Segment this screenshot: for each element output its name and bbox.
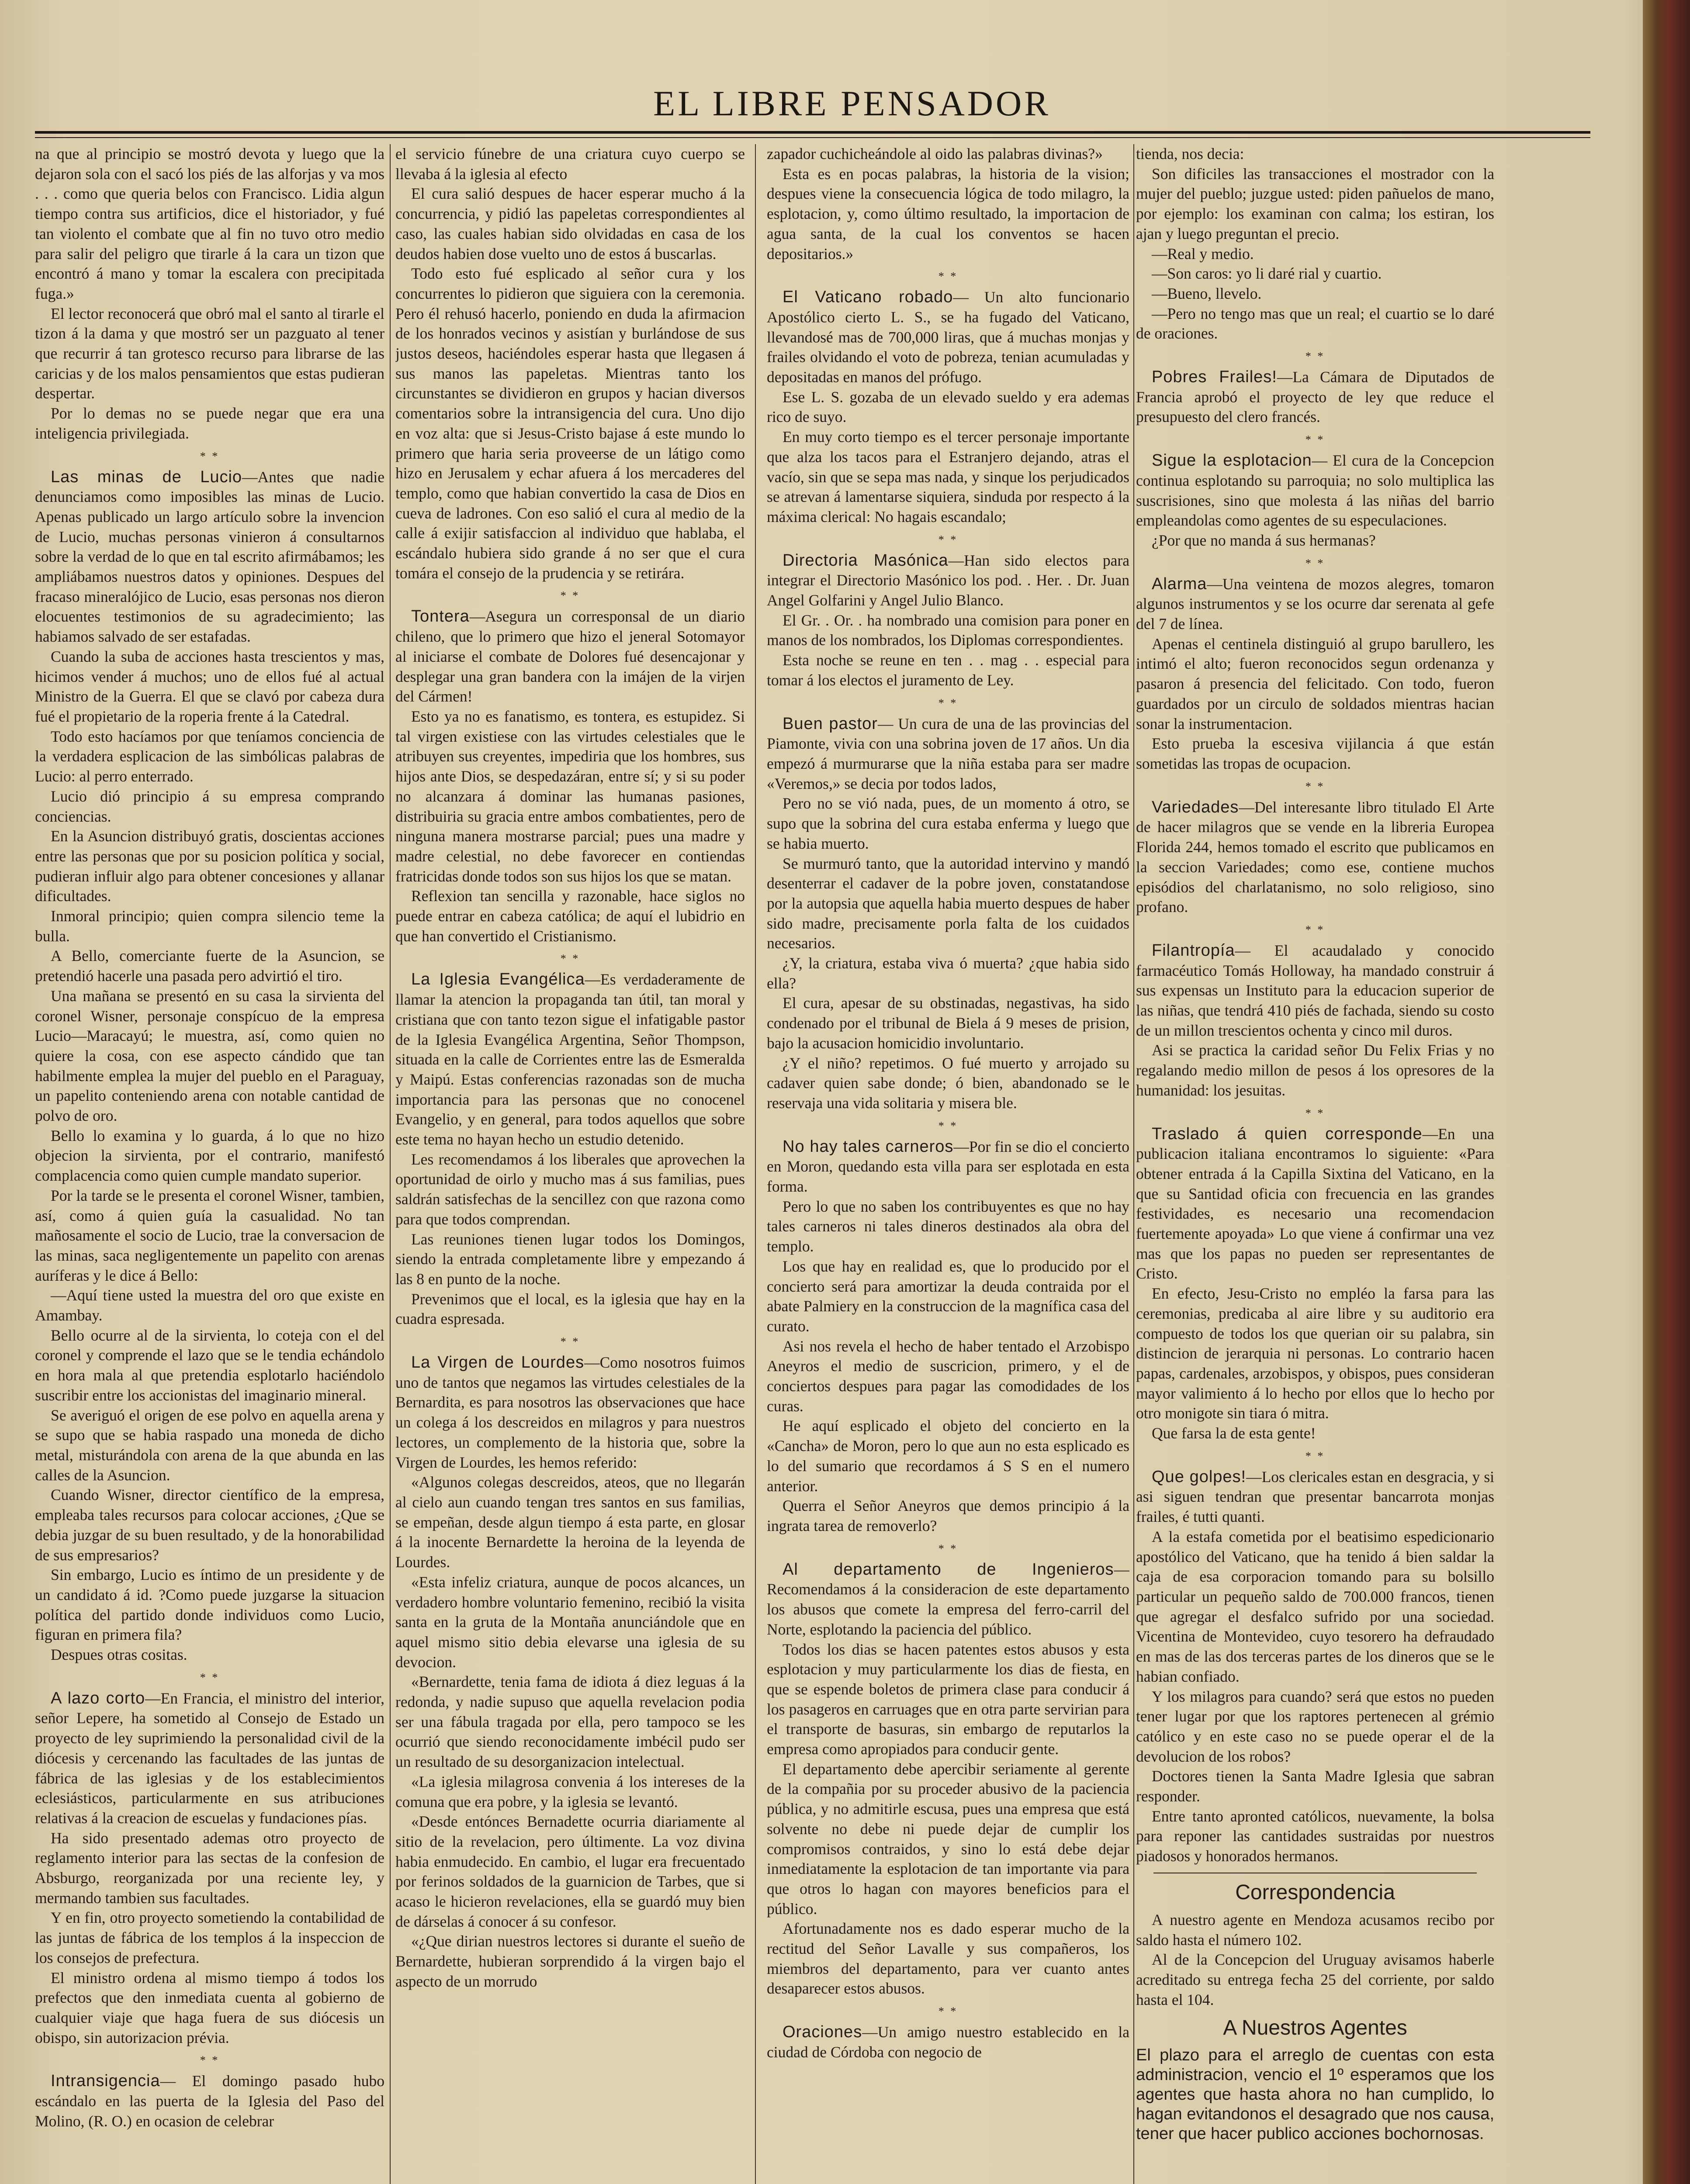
agentes-heading: A Nuestros Agentes <box>1223 2016 1407 2040</box>
correspondencia-heading: Correspondencia <box>1235 1880 1395 1904</box>
section-stars: * * <box>1305 556 1325 570</box>
article-paragraph: El cura, apesar de su obstinadas, negastivas, ha sido condenado por el tribunal de Biela á 9 meses de prision, bajo la acusacion homicidio involuntario. <box>767 994 1129 1052</box>
book-binding <box>1643 0 1690 2184</box>
article-paragraph: Entre tanto apronted católicos, nuevamente, la bolsa para reponer las cantidades sustraidas por nuestros piadosos y honorados hermanos. <box>1136 1807 1494 1865</box>
section-stars: * * <box>1305 1449 1325 1462</box>
article-title: Traslado á quien corresponde <box>1152 1124 1423 1143</box>
article-paragraph: Pero lo que no saben los contribuyentes es que no hay tales carneros ni tales dineros destinados ala obra del templo. <box>767 1197 1129 1255</box>
article-paragraph: Las minas de Lucio—Antes que nadie denunciamos como imposibles las minas de Lucio. Apenas publicado un largo artículo sobre la invencion de Lucio, muchas personas vinieron á consultarnos sobre la verdad de lo que en tal escrito afirmábamos; les ampliábamos nuestros datos y opiniones. Despues del fracaso mineralójico de Lucio, esas personas nos dieron elocuentes testimonios de su agradecimiento; las habiamos salvado de ser estafadas. <box>35 467 384 646</box>
article-paragraph: El lector reconocerá que obró mal el santo al tirarle el tizon á la dama y que mostró ser un pazguato al tener que recurrir á tan grotesco recurso para librarse de las caricias y de los malos pensamientos que estas pudieran despertar. <box>35 304 384 402</box>
article-paragraph: ¿Y, la criatura, estaba viva ó muerta? ¿que habia sido ella? <box>767 954 1129 992</box>
article-title: Filantropía <box>1152 941 1235 960</box>
article-paragraph: Directoria Masónica—Han sido electos para integrar el Directorio Masónico los pod. . Her. . Dr. Juan Angel Golfarini y Angel Julio Blanco. <box>767 551 1129 609</box>
article-paragraph: Se murmuró tanto, que la autoridad intervino y mandó desenterrar el cadaver de la pobre joven, constatandose por la autopsia que aquella habia muerto despues de haber sido madre, precisamente porla falta de los cuidados necesarios. <box>767 854 1129 952</box>
section-stars: * * <box>938 1542 958 1555</box>
article-paragraph: A Bello, comerciante fuerte de la Asuncion, se pretendió hacerle una pasada pero advirtió el tiro. <box>35 947 384 985</box>
article <box>35 2071 384 2131</box>
column-3 <box>767 144 1129 2184</box>
article-paragraph: Despues otras cositas. <box>51 1646 187 1664</box>
article <box>1136 367 1494 427</box>
article-paragraph: «La iglesia milagrosa convenia á los intereses de la comuna que era pobre, y la iglesia se levantó. <box>395 1773 745 1811</box>
article-paragraph: Que farsa la de esta gente! <box>1152 1424 1316 1442</box>
section-stars: * * <box>938 533 958 546</box>
article-title: No hay tales carneros <box>783 1137 954 1156</box>
article-paragraph: —Aquí tiene usted la muestra del oro que existe en Amambay. <box>35 1286 384 1324</box>
article-title: Pobres Frailes! <box>1152 368 1277 387</box>
masthead: EL LIBRE PENSADOR <box>653 83 1051 123</box>
article-title: A lazo corto <box>51 1689 145 1707</box>
article-paragraph: A lazo corto—En Francia, el ministro del interior, señor Lepere, ha sometido al Consejo de Estado un proyecto de ley suprimiendo la personalidad civil de la diócesis y cercenando las facultades de las juntas de fábrica de las iglesias y de los establecimientos eclesiásticos, particularmente en sus atribuciones relativas á la creacion de escuelas y fundaciones pías. <box>35 1689 384 1827</box>
article-title: Tontera <box>411 607 470 626</box>
article-paragraph: Traslado á quien corresponde—En una publicacion italiana encontramos lo siguiente: «Para obtener entrada á la Capilla Sixtina del Vaticano, en la que su Santidad oficia con frecuencia en las grandes festividades, es necesario una recomendacion fuertemente apoyada» Lo que viene á confirmar una vez mas que los papas no pueden ser representantes de Cristo. <box>1136 1124 1494 1282</box>
article-title: Sigue la esplotacion <box>1152 451 1312 470</box>
section-stars: * * <box>938 1119 958 1132</box>
article-title: Oraciones <box>783 2023 862 2042</box>
article <box>35 467 384 1665</box>
article-paragraph: En efecto, Jesu-Cristo no empléo la farsa para las ceremonias, predicaba al aire libre y su auditorio era compuesto de todos los que querian oir su palabra, sin distincion de jerarquia ni personas. Lo contrario hacen papas, cardenales, arzobispos, y obispos, pues consideran mayor valimiento á lo hecho por ellos que lo hecho por otro monigote sin tiara ó mitra. <box>1136 1285 1494 1422</box>
article-paragraph: Los que hay en realidad es, que lo producido por el concierto será para amortizar la deuda contraida por el abate Palmiery en la construccion de la magnífica casa del curato. <box>767 1257 1129 1335</box>
article-paragraph: En la Asuncion distribuyó gratis, doscientas acciones entre las personas que por su posicion política y social, pudieran influir algo para obtener concesiones y allanar dificultades. <box>35 827 384 905</box>
article-paragraph: Asi nos revela el hecho de haber tentado el Arzobispo Aneyros el medio de suscricion, primero, y el de conciertos despues para pagar las comodidades de los curas. <box>767 1337 1129 1415</box>
article-title: La Virgen de Lourdes <box>411 1353 585 1372</box>
article-paragraph: Variedades—Del interesante libro titulado El Arte de hacer milagros que se vende en la libreria Europea Florida 244, hemos tomado el escrito que publicamos en la seccion Variedades; como ese, contiene muchos episódios del charlatanismo, no solo religioso, sino profano. <box>1136 798 1494 916</box>
article-paragraph: Por la tarde se le presenta el coronel Wisner, tambien, así, como á quien guía la casualidad. No tan mañosamente el socio de Lucio, trae la conversacion de las minas, saca negligentemente un papelito con arenas auríferas y le dice á Bello: <box>35 1186 384 1284</box>
correspondencia-paragraph: A nuestro agente en Mendoza acusamos recibo por saldo hasta el número 102. <box>1136 1911 1494 1949</box>
article-title: Buen pastor <box>783 714 878 733</box>
agentes-notice: El plazo para el arreglo de cuentas con esta administracion, vencio el 1º esperamos que los agentes que hasta ahora no han cumplido, lo hagan evitandonos el desagrado que nos causa, tener que hacer publico acciones bochornosas. <box>1136 2046 1494 2143</box>
article-paragraph: na que al principio se mostró devota y luego que la dejaron sola con el sacó los piés de las alforjas y va mos . . . como que queria belos con Francisco. Lidia algun tiempo contra sus artificios, dice el historiador, y fué tan violento el combate que al fin no tuvo otro medio para salir del peligro que tirarle á la cara un tizon que encontró á mano y tomar la escalera con precipitada fuga.» <box>35 145 384 302</box>
article-paragraph: Y en fin, otro proyecto sometiendo la contabilidad de las juntas de fábrica de los templos á la inspeccion de los consejos de prefectura. <box>35 1909 384 1966</box>
article-paragraph: Todo esto hacíamos por que teníamos conciencia de la verdadera esplicacion de las simbólicas palabras de Lucio: al perro enterrado. <box>35 727 384 785</box>
section-stars: * * <box>560 952 580 965</box>
article-title: Variedades <box>1152 798 1239 816</box>
article <box>1136 941 1494 1101</box>
article-paragraph: No hay tales carneros—Por fin se dio el concierto en Moron, quedando esta villa para ser esplotada en esta forma. <box>767 1137 1129 1196</box>
article <box>1136 798 1494 917</box>
article-paragraph: Y los milagros para cuando? será que estos no pueden tener lugar por que los raptores pertenecen al grémio católico y en este caso no se puede operar el de la devolucion de los robos? <box>1136 1687 1494 1765</box>
article-paragraph: Lucio dió principio á su empresa comprando conciencias. <box>35 787 384 825</box>
article-paragraph: Se averiguó el origen de ese polvo en aquella arena y se supo que se habia raspado una moneda de dicho metal, misturándola con arena de la que abunda en las calles de la Asuncion. <box>35 1406 384 1484</box>
article-paragraph: tienda, nos decia: <box>1136 145 1244 162</box>
section-stars: * * <box>200 2054 220 2067</box>
correspondencia-paragraph: Al de la Concepcion del Uruguay avisamos haberle acreditado su entrega fecha 25 del corriente, por saldo hasta el 104. <box>1136 1951 1494 2008</box>
section-stars: * * <box>560 589 580 602</box>
article <box>767 287 1129 527</box>
article-paragraph: Esta es en pocas palabras, la historia de la vision; despues viene la consecuencia lógica de todo milagro, la esplotacion, y, como último resultado, la importacion de agua santa, de la cual los conventos se hacen depositarios.» <box>767 165 1129 263</box>
article <box>35 1689 384 2048</box>
article-paragraph: Afortunadamente nos es dado esperar mucho de la rectitud del Señor Lavalle y sus compañeros, los miembros del departamento, para ver cuanto antes desaparecer estos abusos. <box>767 1920 1129 1997</box>
article-paragraph: «Desde entónces Bernadette ocurria diariamente al sitio de la revelacion, pero últimente. La voz divina habia enmudecido. En cambio, el lugar era frecuentado por ferinos soldados de la guarnicion de Tarbes, que si acaso le hicieron revelaciones, ella se guardó muy bien de dárselas á conocer á su confesor. <box>395 1813 745 1930</box>
article-paragraph: El departamento debe apercibir seriamente al gerente de la compañia por su proceder abusivo de la paciencia pública, y no admitirle escusa, pues una empresa que está solvente no debe ni puede dejar de cumplir los compromisos contraidos, y sino lo está debe dejar inmediatamente la esplotacion de tan importante via para que otros lo hagan con mayores beneficios para el público. <box>767 1760 1129 1918</box>
section-stars: * * <box>1305 923 1325 936</box>
article-title: Intransigencia <box>51 2072 160 2091</box>
section-stars: * * <box>560 1335 580 1348</box>
article-paragraph: Intransigencia— El domingo pasado hubo escándalo en las puerta de la Iglesia del Paso del Molino, (R. O.) en ocasion de celebrar <box>35 2072 384 2130</box>
article-paragraph: zapador cuchicheándole al oido las palabras divinas?» <box>767 145 1103 162</box>
article-paragraph: Asi se practica la caridad señor Du Felix Frias y no regalando medio millon de pesos á los opresores de la humanidad: los jesuitas. <box>1136 1041 1494 1099</box>
article-paragraph: En muy corto tiempo es el tercer personaje importante que alza los tacos para el Estranjero dejando, atras el vacío, sin que se sepa mas nada, y sinque los perjudicados se atrevan á lamentarse siquiera, sinduda por respecto á la máxima clerical: No hagais escandalo; <box>767 428 1129 525</box>
article-title: Directoria Masónica <box>783 551 949 570</box>
article <box>767 1560 1129 1999</box>
article-paragraph: Cuando la suba de acciones hasta trescientos y mas, hicimos vender á muchos; uno de ellos fué al actual Ministro de la Guerra. El que se clavó por cabeza dura fué el propietario de la roperia frente á la Catedral. <box>35 647 384 725</box>
article-paragraph: Apenas el centinela distinguió al grupo barullero, les intimó el alto; fueron reconocidos segun ordenanza y pasaron á presencia del felicitado. Con todo, fueron guardados por un circulo de soldados mientras hacian sonar la instrumentacion. <box>1136 635 1494 733</box>
article-paragraph: «¿Que dirian nuestros lectores si durante el sueño de Bernardette, hubieran sorprendido á la virgen bajo el aspecto de un morrudo <box>395 1932 745 1990</box>
article-paragraph: Querra el Señor Aneyros que demos principio á la ingrata tarea de removerlo? <box>767 1497 1129 1534</box>
article-paragraph: Ese L. S. gozaba de un elevado sueldo y era ademas rico de suyo. <box>767 388 1129 426</box>
article-paragraph: «Esta infeliz criatura, aunque de pocos alcances, un verdadero hombre voluntario femenino, recibió la visita santa en la gruta de la Montaña anunciándole que en aquel mismo sitio debia elevarse una iglesia de su devocion. <box>395 1573 745 1671</box>
article <box>1136 574 1494 774</box>
article-title: Al departamento de Ingenieros <box>783 1560 1114 1579</box>
article <box>767 551 1129 691</box>
article-paragraph: Las reuniones tienen lugar todos los Domingos, siendo la entrada completamente libre y empezando á las 8 en punto de la noche. <box>395 1230 745 1288</box>
column-separator <box>390 144 391 2184</box>
article-paragraph: Pobres Frailes!—La Cámara de Diputados de Francia aprobó el proyecto de ley que reduce el presupuesto del clero francés. <box>1136 368 1494 426</box>
article-paragraph: Esto ya no es fanatismo, es tontera, es estupidez. Si tal virgen existiese con las virtudes celestiales que le atribuyen sus creyentes, impediria que los hombres, sus hijos ante Dios, se despedazáran, entre sí; y si su poder no alcanzara á dominar las humanas pasiones, distribuiria su gracia entre ambos combatientes, pero de ninguna manera mostrarse parcial; pues una madre y madre celestial, no debe favorecer en contiendas fratricidas donde todos son sus hijos los que se matan. <box>395 707 745 885</box>
article <box>767 2022 1129 2062</box>
article-paragraph: Sin embargo, Lucio es íntimo de un presidente y de un candidato á id. ?Como puede juzgarse la situacion política del partido donde individuos como Lucio, figuran en primera fila? <box>35 1566 384 1644</box>
article-paragraph: Oraciones—Un amigo nuestro establecido en la ciudad de Córdoba con negocio de <box>767 2023 1129 2061</box>
article-paragraph: —Son caros: yo li daré rial y cuartio. <box>1152 265 1382 283</box>
article-paragraph: Al departamento de Ingenieros—Recomendamos á la consideracion de este departamento los abusos que comete la empresa del ferro-carril del Norte, esplotando la paciencia del público. <box>767 1560 1129 1638</box>
section-stars: * * <box>200 1671 220 1684</box>
article <box>1136 451 1494 551</box>
article-paragraph: Reflexion tan sencilla y razonable, hace siglos no puede entrar en cabeza católica; de aquí el lubidrio en que han convertido el Cristianismo. <box>395 887 745 945</box>
section-stars: * * <box>938 270 958 283</box>
article-paragraph: Esta noche se reune en ten . . mag . . especial para tomar á los electos el juramento de Ley. <box>767 651 1129 689</box>
article-paragraph: Esto prueba la escesiva vijilancia á que están sometidas las tropas de ocupacion. <box>1136 735 1494 772</box>
article-paragraph: A la estafa cometida por el beatisimo espedicionario apostólico del Vaticano, que ha tenido á bien saldar la caja de esa corporacion tomando para su bolsillo particular un pequeño saldo de 700.000 francos, tienen que agregar el desfalco sufrido por una sociedad. Vicentina de Montevideo, cuyo tesorero ha defraudado en mas de las dos terceras partes de los dineros que se le habian confiado. <box>1136 1527 1494 1685</box>
article-paragraph: el servicio fúnebre de una criatura cuyo cuerpo se llevaba á la iglesia al efecto <box>395 145 745 183</box>
article-paragraph: Bello ocurre al de la sirvienta, lo coteja con el del coronel y comprende el lazo que se le tendia echándolo en hora mala al que pretendia esplotarlo haciéndolo suscribir entre los accionistas del imaginario mineral. <box>35 1326 384 1404</box>
article-title: El Vaticano robado <box>783 288 953 307</box>
article-paragraph: ¿Por que no manda á sus hermanas? <box>1152 531 1376 549</box>
section-stars: * * <box>1305 1106 1325 1120</box>
article-paragraph: Pero no se vió nada, pues, de un momento á otro, se supo que la sobrina del cura estaba enferma y luego que se habia muerto. <box>767 795 1129 852</box>
masthead-rule-thin <box>35 137 1590 138</box>
article <box>395 1353 745 1992</box>
article-paragraph: —Pero no tengo mas que un real; el cuartio se lo daré de oraciones. <box>1136 304 1494 342</box>
article-paragraph: Todos los dias se hacen patentes estos abusos y esta esplotacion y muy particularmente los dias de fiesta, en que se espende boletos de primera clase para conducir á los pasageros en carruages que en otra parte servirian para el transporte de basuras, sin embargo de reputarlos la empresa como apropiados para conducir gente. <box>767 1640 1129 1758</box>
article-paragraph: El ministro ordena al mismo tiempo á todos los prefectos que den inmediata cuenta al gobierno de cualquier viaje que haga fuera de sus diócesis un obispo, sin autorizacion prévia. <box>35 1969 384 2046</box>
article-paragraph: «Algunos colegas descreidos, ateos, que no llegarán al cielo aun cuando tengan tres santos en sus familias, se empeñan, desde algun tiempo á esta parte, en glosar á la inocente Bernardette la heroina de la leyenda de Lourdes. <box>395 1473 745 1571</box>
article-paragraph: El cura salió despues de hacer esperar mucho á la concurrencia, y pidió las papeletas correspondientes al caso, las cuales habian sido olvidadas en casa de los deudos habien dose vuelto uno de estos á buscarlas. <box>395 185 745 263</box>
article-paragraph: Tontera—Asegura un corresponsal de un diario chileno, que lo primero que hizo el jeneral Sotomayor al iniciarse el combate de Dolores fué desencajonar y desplegar una gran bandera con la imájen de la virjen del Cármen! <box>395 607 745 705</box>
article-paragraph: Son dificiles las transacciones el mostrador con la mujer del pueblo; juzgue usted: piden pañuelos de mano, por ejemplo: los examinan con calma; los estiran, los ajan y luego preguntan el precio. <box>1136 165 1494 242</box>
column-separator <box>755 144 756 2184</box>
article-paragraph: ¿Y el niño? repetimos. O fué muerto y arrojado su cadaver quien sabe donde; ó bien, abandonado se le reservaja una vida solitaria y misera ble. <box>767 1054 1129 1112</box>
article-paragraph: He aquí esplicado el objeto del concierto en la «Cancha» de Moron, pero lo que aun no esta esplicado es lo del sumario que recordamos á S S en el numero anterior. <box>767 1417 1129 1495</box>
article-title: Las minas de Lucio <box>51 467 242 486</box>
section-stars: * * <box>1305 780 1325 793</box>
article-paragraph: Que golpes!—Los clericales estan en desgracia, y si asi siguen tendran que presentar bancarrota monjas frailes, é tutti quanti. <box>1136 1467 1494 1526</box>
article-paragraph: Una mañana se presentó en su casa la sirvienta del coronel Wisner, personaje conspícuo de la empresa Lucio—Maracayú; le muestra, así, como quien no quiere la cosa, con ese aspecto cándido que tan habilmente emplea la mujer del pueblo en el Paraguay, un papelito conteniendo arena con notable cantidad de polvo de oro. <box>35 987 384 1125</box>
article-paragraph: Ha sido presentado ademas otro proyecto de reglamento interior para las sectas de la confesion de Absburgo, reorganizada por una reciente ley, y mermando tambien sus facultades. <box>35 1829 384 1907</box>
article-paragraph: Todo esto fué esplicado al señor cura y los concurrentes lo pidieron que siguiera con la ceremonia. Pero él rehusó hacerlo, poniendo en duda la afirmacion de los honrados vecinos y asistían y burlándose de sus justos deseos, haciéndoles esperar hasta que llegasen á sus manos las papeletas. Mientras tanto los circunstantes se dividieron en grupos y hacian diversos comentarios sobre la intransigencia del cura. Uno dijo en voz alta: que si Jesus-Cristo bajase á este mundo lo primero que haria seria proveerse de un látigo como hizo en Jerusalem y echar afuera á los mercaderes del templo, como que habian convertido la casa de Dios en cueva de ladrones. Con eso salió el cura al medio de la calle á exijir satisfaccion al individuo que hablaba, el escándalo hubiera sido grande á no ser que el cura tomára el consejo de la prudencia y se retirára. <box>395 265 745 582</box>
correspondencia-body <box>1136 1910 1494 2010</box>
article-paragraph: —Bueno, llevelo. <box>1152 284 1262 302</box>
article <box>1136 1124 1494 1444</box>
article <box>767 144 1129 264</box>
article <box>767 1137 1129 1536</box>
section-stars: * * <box>1305 350 1325 363</box>
article-title: Que golpes! <box>1152 1467 1247 1486</box>
article <box>395 144 745 583</box>
article-paragraph: Filantropía— El acaudalado y conocido farmacéutico Tomás Holloway, ha mandado construir á sus expensas un Instituto para la educacion superior de las niñas, que tendrá 410 piés de fachada, siendo su costo de un millon trescientos ochenta y cinco mil duros. <box>1136 941 1494 1039</box>
article-paragraph: El Gr. . Or. . ha nombrado una comision para poner en manos de los nombrados, los Diplomas correspondientes. <box>767 611 1129 649</box>
article-paragraph: Sigue la esplotacion— El cura de la Concepcion continua esplotando su parroquia; no solo multiplica las suscrisiones, sino que molesta á las niñas del barrio empleandolas como agentes de su especulaciones. <box>1136 451 1494 529</box>
masthead-rule <box>35 131 1590 134</box>
article-paragraph: «Bernardette, tenia fama de idiota á diez leguas á la redonda, y nadie supuso que aquella revelacion podia ser una fábula tragada por ella, pero tampoco se les ocurrió que siendo reconocidamente imbécil pudo ser un resultado de su desorganizacion intelectual. <box>395 1673 745 1771</box>
article-paragraph: Bello lo examina y lo guarda, á lo que no hizo objecion la sirvienta, por el contrario, manifestó complacencia como quien cumple mandato superior. <box>35 1127 384 1185</box>
article-paragraph: Les recomendamos á los liberales que aprovechen la oportunidad de oirlo y mucho mas á sus familias, pues saldrán satisfechas de la sencillez con que razona como para que todos comprendan. <box>395 1150 745 1228</box>
column-separator <box>1133 144 1134 2184</box>
article <box>395 607 745 946</box>
article-paragraph: Inmoral principio; quien compra silencio teme la bulla. <box>35 907 384 945</box>
article <box>767 714 1129 1113</box>
column-2 <box>395 144 745 2184</box>
article-title: Alarma <box>1152 574 1207 593</box>
column-4-articles <box>1136 144 1494 1866</box>
article-paragraph: Doctores tienen la Santa Madre Iglesia que sabran responder. <box>1136 1767 1494 1805</box>
article-paragraph: Por lo demas no se puede negar que era una inteligencia privilegiada. <box>35 404 384 442</box>
article-paragraph: La Virgen de Lourdes—Como nosotros fuimos uno de tantos que negamos las virtudes celestiales de la Bernardita, es para nosotros las observaciones que hace un colega á los descreidos en milagros y para nuestros lectores, un complemento de la historia que, sobre la Virgen de Lourdes, les hemos referido: <box>395 1353 745 1471</box>
section-stars: * * <box>938 2005 958 2018</box>
section-stars: * * <box>1305 433 1325 446</box>
article-paragraph: La Iglesia Evangélica—Es verdaderamente de llamar la atencion la propaganda tan útil, tan moral y cristiana que con tanto tezon sigue el infatigable pastor de la Iglesia Evangélica Argentina, Señor Thompson, situada en la calle de Corrientes entre las de Esmeralda y Maipú. Estas conferencias razonadas son de mucha importancia para las personas que no conocenel Evangelio, y en general, para todos aquellos que sobre este tema no hayan hecho un estudio detenido. <box>395 970 745 1148</box>
column-1 <box>35 144 384 2184</box>
article <box>395 970 745 1329</box>
article-paragraph: Alarma—Una veintena de mozos alegres, tomaron algunos instrumentos y se los ocurre dar serenata al gefe del 7 de línea. <box>1136 574 1494 633</box>
article-paragraph: Cuando Wisner, director científico de la empresa, empleaba tales recursos para colocar acciones, ¿Que se debia juzgar de su buen resultado, y de la honorabilidad de sus empresarios? <box>35 1486 384 1564</box>
article <box>35 144 384 444</box>
article-paragraph: Buen pastor— Un cura de una de las provincias del Piamonte, vivia con una sobrina joven de 17 años. Un dia empezó á murmurarse que la niña estaba para ser madre «Veremos,» se decia por todos lados, <box>767 714 1129 792</box>
article-paragraph: El Vaticano robado— Un alto funcionario Apostólico cierto L. S., se ha fugado del Vaticano, llevandosé mas de 700,000 liras, que á muchas monjas y frailes olvidando el voto de pobreza, tenian acumuladas y depositadas en manos del prófugo. <box>767 288 1129 386</box>
section-stars: * * <box>200 449 220 463</box>
section-stars: * * <box>938 696 958 709</box>
article-paragraph: —Real y medio. <box>1152 245 1254 263</box>
article <box>1136 144 1494 344</box>
article-paragraph: Prevenimos que el local, es la iglesia que hay en la cuadra espresada. <box>395 1290 745 1328</box>
article <box>1136 1467 1494 1866</box>
column-4 <box>1136 144 1494 2184</box>
article-title: La Iglesia Evangélica <box>411 970 585 989</box>
